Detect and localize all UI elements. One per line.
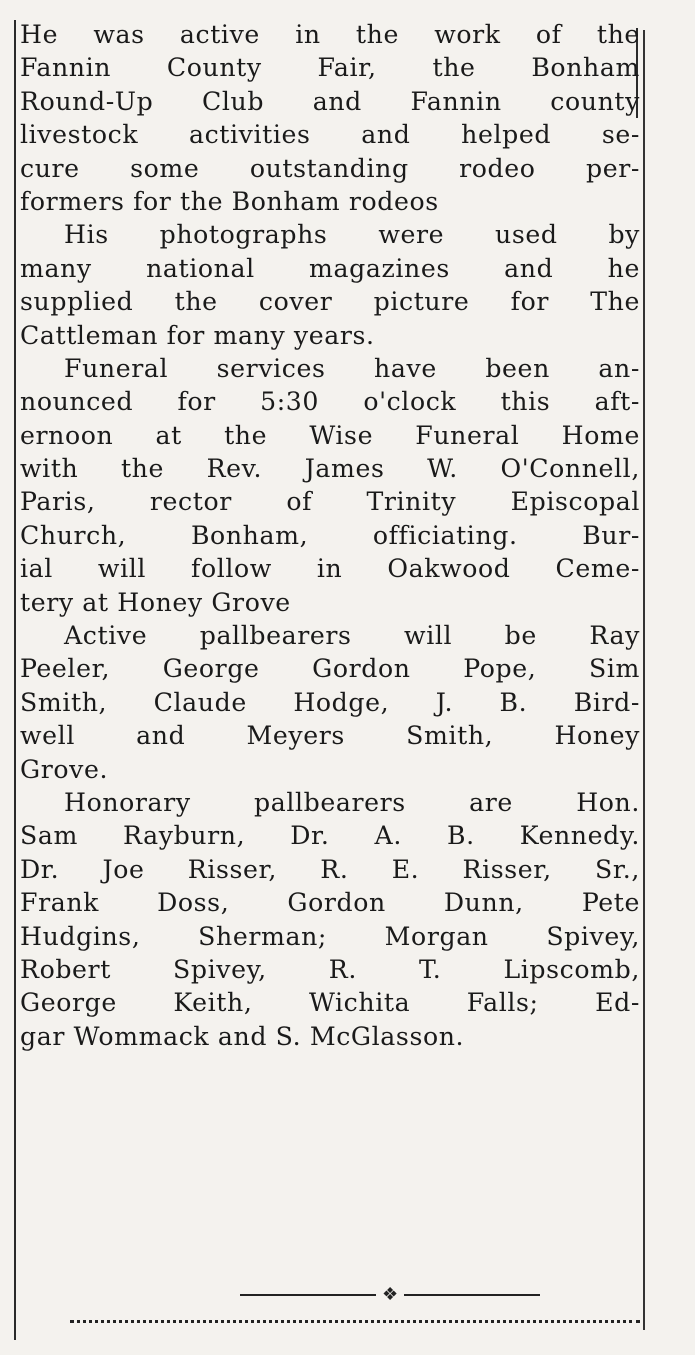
article-line: Frank Doss, Gordon Dunn, Pete bbox=[20, 888, 640, 918]
article-line: Round-Up Club and Fannin county bbox=[20, 86, 640, 116]
article-line: Paris, rector of Trinity Episcopal bbox=[20, 487, 640, 517]
article-line: Funeral services have been an- bbox=[64, 353, 640, 383]
article-paragraph bbox=[20, 786, 640, 1053]
article-line: Sam Rayburn, Dr. A. B. Kennedy. bbox=[20, 821, 640, 851]
ornament-rule-right bbox=[404, 1294, 540, 1296]
article-line: His photographs were used by bbox=[64, 220, 640, 250]
article-line: Active pallbearers will be Ray bbox=[64, 621, 640, 651]
article-line: Cattleman for many years. bbox=[20, 320, 375, 350]
column-rule-left bbox=[14, 20, 16, 1340]
article-line: many national magazines and he bbox=[20, 253, 640, 283]
article-line: with the Rev. James W. O'Connell, bbox=[20, 454, 640, 484]
article-line: Robert Spivey, R. T. Lipscomb, bbox=[20, 954, 640, 984]
article-line: nounced for 5:30 o'clock this aft- bbox=[20, 387, 640, 417]
article-paragraph bbox=[20, 218, 640, 352]
article-line: Smith, Claude Hodge, J. B. Bird- bbox=[20, 687, 640, 717]
article-line: Church, Bonham, officiating. Bur- bbox=[20, 520, 640, 550]
ornament-rule-left bbox=[240, 1294, 376, 1296]
article-line: supplied the cover picture for The bbox=[20, 287, 640, 317]
article-line: ial will follow in Oakwood Ceme- bbox=[20, 554, 640, 584]
article-line: Honorary pallbearers are Hon. bbox=[64, 787, 640, 817]
article-line: livestock activities and helped se- bbox=[20, 120, 640, 150]
article-paragraph bbox=[20, 619, 640, 786]
end-of-article-ornament bbox=[240, 1284, 540, 1305]
article-line: tery at Honey Grove bbox=[20, 587, 291, 617]
article-line: Hudgins, Sherman; Morgan Spivey, bbox=[20, 921, 640, 951]
article-line: Fannin County Fair, the Bonham bbox=[20, 53, 640, 83]
article-line: gar Wommack and S. McGlasson. bbox=[20, 1021, 465, 1051]
article-line: Dr. Joe Risser, R. E. Risser, Sr., bbox=[20, 854, 640, 884]
article-line: Grove. bbox=[20, 754, 109, 784]
column-rule-right bbox=[643, 30, 645, 1330]
article-line: ernoon at the Wise Funeral Home bbox=[20, 420, 640, 450]
article-line: cure some outstanding rodeo per- bbox=[20, 153, 640, 183]
ornament-icon: ❖ bbox=[381, 1284, 399, 1305]
article-line: George Keith, Wichita Falls; Ed- bbox=[20, 988, 640, 1018]
article-line: He was active in the work of the bbox=[20, 20, 640, 49]
bottom-border bbox=[70, 1320, 640, 1327]
article-paragraph bbox=[20, 352, 640, 619]
article-line: formers for the Bonham rodeos bbox=[20, 186, 439, 216]
article-line: Peeler, George Gordon Pope, Sim bbox=[20, 654, 640, 684]
article-paragraph bbox=[20, 18, 640, 218]
article-column bbox=[20, 18, 640, 1053]
article-line: well and Meyers Smith, Honey bbox=[20, 721, 640, 751]
